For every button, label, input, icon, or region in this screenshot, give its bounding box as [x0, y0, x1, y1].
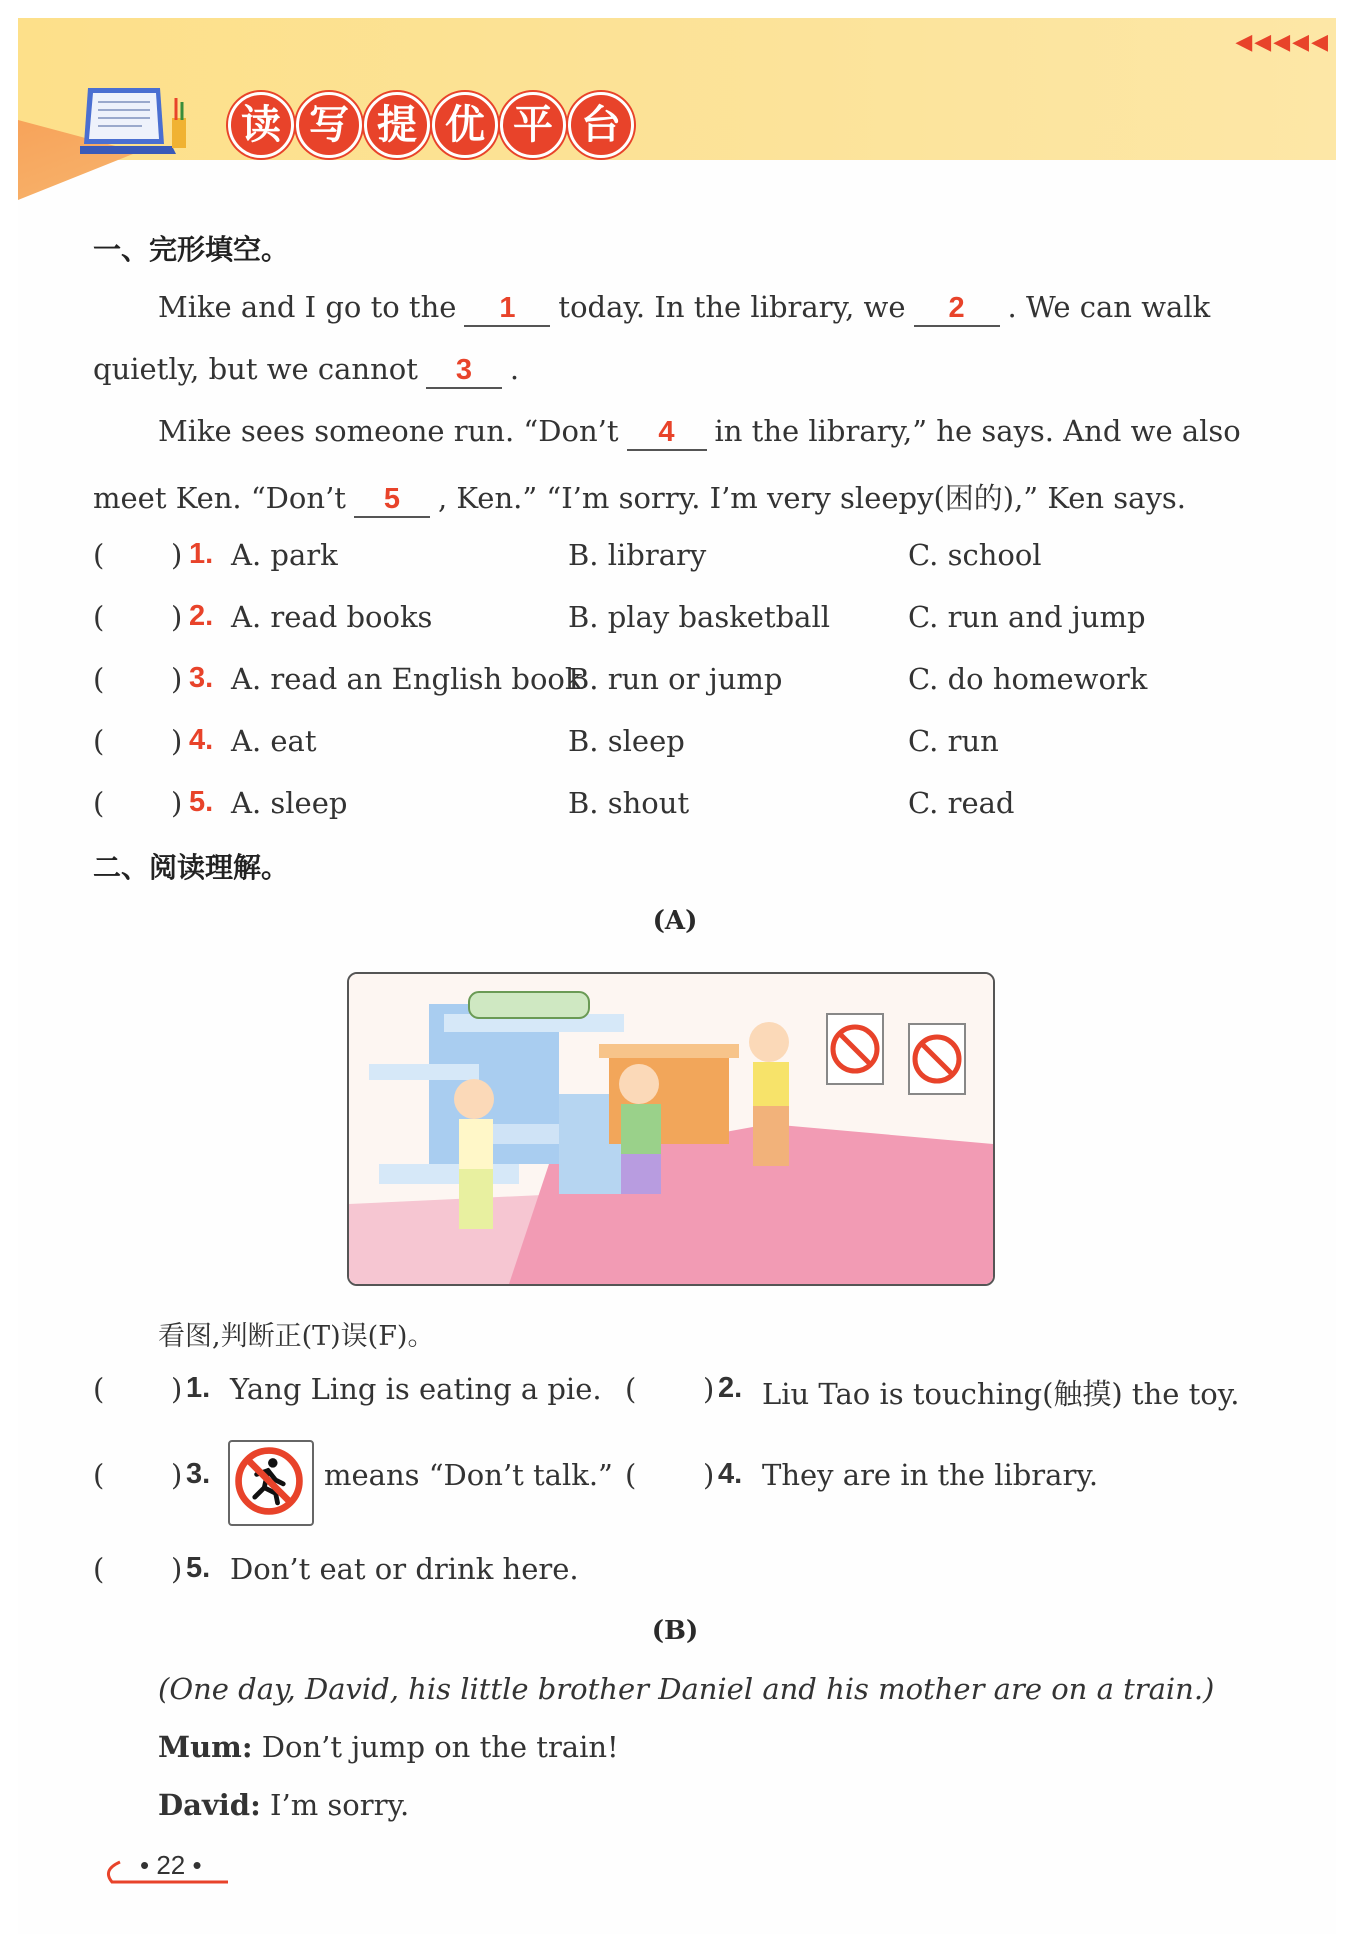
dialog-text: I’m sorry. [270, 1788, 410, 1822]
passage-text: , Ken.” “I’m sorry. I’m very sleepy(困的),” Ken says. [437, 481, 1186, 515]
option-b[interactable]: B. library [568, 538, 707, 572]
blank-5[interactable]: 5 [354, 484, 430, 518]
option-b[interactable]: B. sleep [568, 724, 685, 758]
option-c[interactable]: C. school [908, 538, 1042, 572]
dialog-speaker: Mum: [158, 1730, 253, 1764]
option-a[interactable]: A. park [231, 538, 338, 572]
option-a[interactable]: A. read books [231, 600, 433, 634]
option-a[interactable]: A. eat [231, 724, 317, 758]
blank-3[interactable]: 3 [426, 355, 502, 389]
tf-statement: Don’t eat or drink here. [230, 1552, 579, 1586]
passage-line-3 [158, 414, 1241, 451]
title-char: 台 [568, 92, 634, 158]
option-b[interactable]: B. play basketball [568, 600, 831, 634]
answer-paren-close: ) [171, 538, 183, 572]
title-char: 平 [500, 92, 566, 158]
question-number: 2. [189, 600, 214, 632]
title-char: 读 [228, 92, 294, 158]
question-row [93, 786, 1273, 826]
tf-statement: They are in the library. [762, 1458, 1099, 1492]
option-c[interactable]: C. run [908, 724, 999, 758]
laptop-icon [80, 84, 190, 160]
option-b[interactable]: B. run or jump [568, 662, 783, 696]
title-char: 提 [364, 92, 430, 158]
answer-paren-open[interactable]: ( [93, 600, 105, 634]
passage-line-4 [93, 476, 1186, 518]
option-b[interactable]: B. shout [568, 786, 690, 820]
tf-statement: means “Don’t talk.” [324, 1458, 613, 1492]
tf-number: 3. [186, 1458, 211, 1490]
answer-paren-close: ) [171, 786, 183, 820]
answer-paren-close: ) [171, 662, 183, 696]
page-number: • 22 • [140, 1850, 202, 1880]
answer-paren-open[interactable]: ( [93, 786, 105, 820]
tf-statement: Liu Tao is touching(触摸) the toy. [762, 1377, 1240, 1411]
option-c[interactable]: C. read [908, 786, 1015, 820]
passage-text: in the library,” he says. And we also [714, 414, 1241, 448]
tf-paren-close: ) [703, 1458, 715, 1492]
tf-number: 1. [186, 1372, 211, 1404]
question-number: 5. [189, 786, 214, 818]
tf-paren-open[interactable]: ( [93, 1372, 105, 1406]
passage-text: quietly, but we cannot [93, 352, 418, 386]
tf-paren-open[interactable]: ( [625, 1372, 637, 1406]
question-number: 3. [189, 662, 214, 694]
answer-paren-open[interactable]: ( [93, 662, 105, 696]
title-char: 写 [296, 92, 362, 158]
passage-text: Mike and I go to the [158, 290, 457, 324]
answer-paren-open[interactable]: ( [93, 724, 105, 758]
tf-number: 2. [718, 1372, 743, 1404]
tf-instruction: 看图,判断正(T)误(F)。 [158, 1321, 435, 1352]
tf-paren-open[interactable]: ( [93, 1552, 105, 1586]
dialog-line [158, 1730, 619, 1764]
passage-text: today. In the library, we [558, 290, 906, 324]
option-c[interactable]: C. do homework [908, 662, 1148, 696]
blank-1[interactable]: 1 [464, 293, 550, 327]
blank-2[interactable]: 2 [914, 293, 1000, 327]
tf-number: 5. [186, 1552, 211, 1584]
passage-text: Mike sees someone run. “Don’t [158, 414, 619, 448]
part-b-intro: (One day, David, his little brother Daniel and his mother are on a train.) [158, 1672, 1215, 1706]
dialog-text: Don’t jump on the train! [261, 1730, 619, 1764]
passage-line-2 [93, 352, 519, 389]
tf-paren-open[interactable]: ( [93, 1458, 105, 1492]
passage-line-1 [158, 290, 1210, 327]
answer-paren-open[interactable]: ( [93, 538, 105, 572]
tf-number: 4. [718, 1458, 743, 1490]
blank-4[interactable]: 4 [627, 417, 707, 451]
no-running-sign-icon [228, 1440, 314, 1526]
passage-text: meet Ken. “Don’t [93, 481, 346, 515]
option-a[interactable]: A. sleep [231, 786, 348, 820]
section-banner-title [228, 92, 634, 158]
title-char: 优 [432, 92, 498, 158]
question-row [93, 538, 1273, 578]
question-row [93, 662, 1273, 702]
passage-text: . We can walk [1007, 290, 1211, 324]
part-b-label: (B) [651, 1616, 699, 1646]
library-illustration [347, 972, 995, 1286]
dialog-speaker: David: [158, 1788, 261, 1822]
tf-statement: Yang Ling is eating a pie. [230, 1372, 602, 1406]
question-row [93, 724, 1273, 764]
question-number: 1. [189, 538, 214, 570]
header-banner [18, 18, 1336, 160]
question-row [93, 600, 1273, 640]
answer-paren-close: ) [171, 600, 183, 634]
question-number: 4. [189, 724, 214, 756]
tf-paren-close: ) [171, 1372, 183, 1406]
option-a[interactable]: A. read an English book [231, 662, 583, 696]
section2-title: 二、阅读理解。 [93, 851, 290, 884]
tf-paren-close: ) [171, 1552, 183, 1586]
option-c[interactable]: C. run and jump [908, 600, 1146, 634]
part-a-label: (A) [652, 906, 698, 936]
section1-title: 一、完形填空。 [93, 233, 290, 266]
tf-paren-close: ) [703, 1372, 715, 1406]
answer-paren-close: ) [171, 724, 183, 758]
dialog-line [158, 1788, 409, 1822]
tf-paren-close: ) [171, 1458, 183, 1492]
passage-text: . [509, 352, 520, 386]
tf-paren-open[interactable]: ( [625, 1458, 637, 1492]
header-arrows-icon: ◀◀◀◀◀ [1235, 30, 1330, 55]
